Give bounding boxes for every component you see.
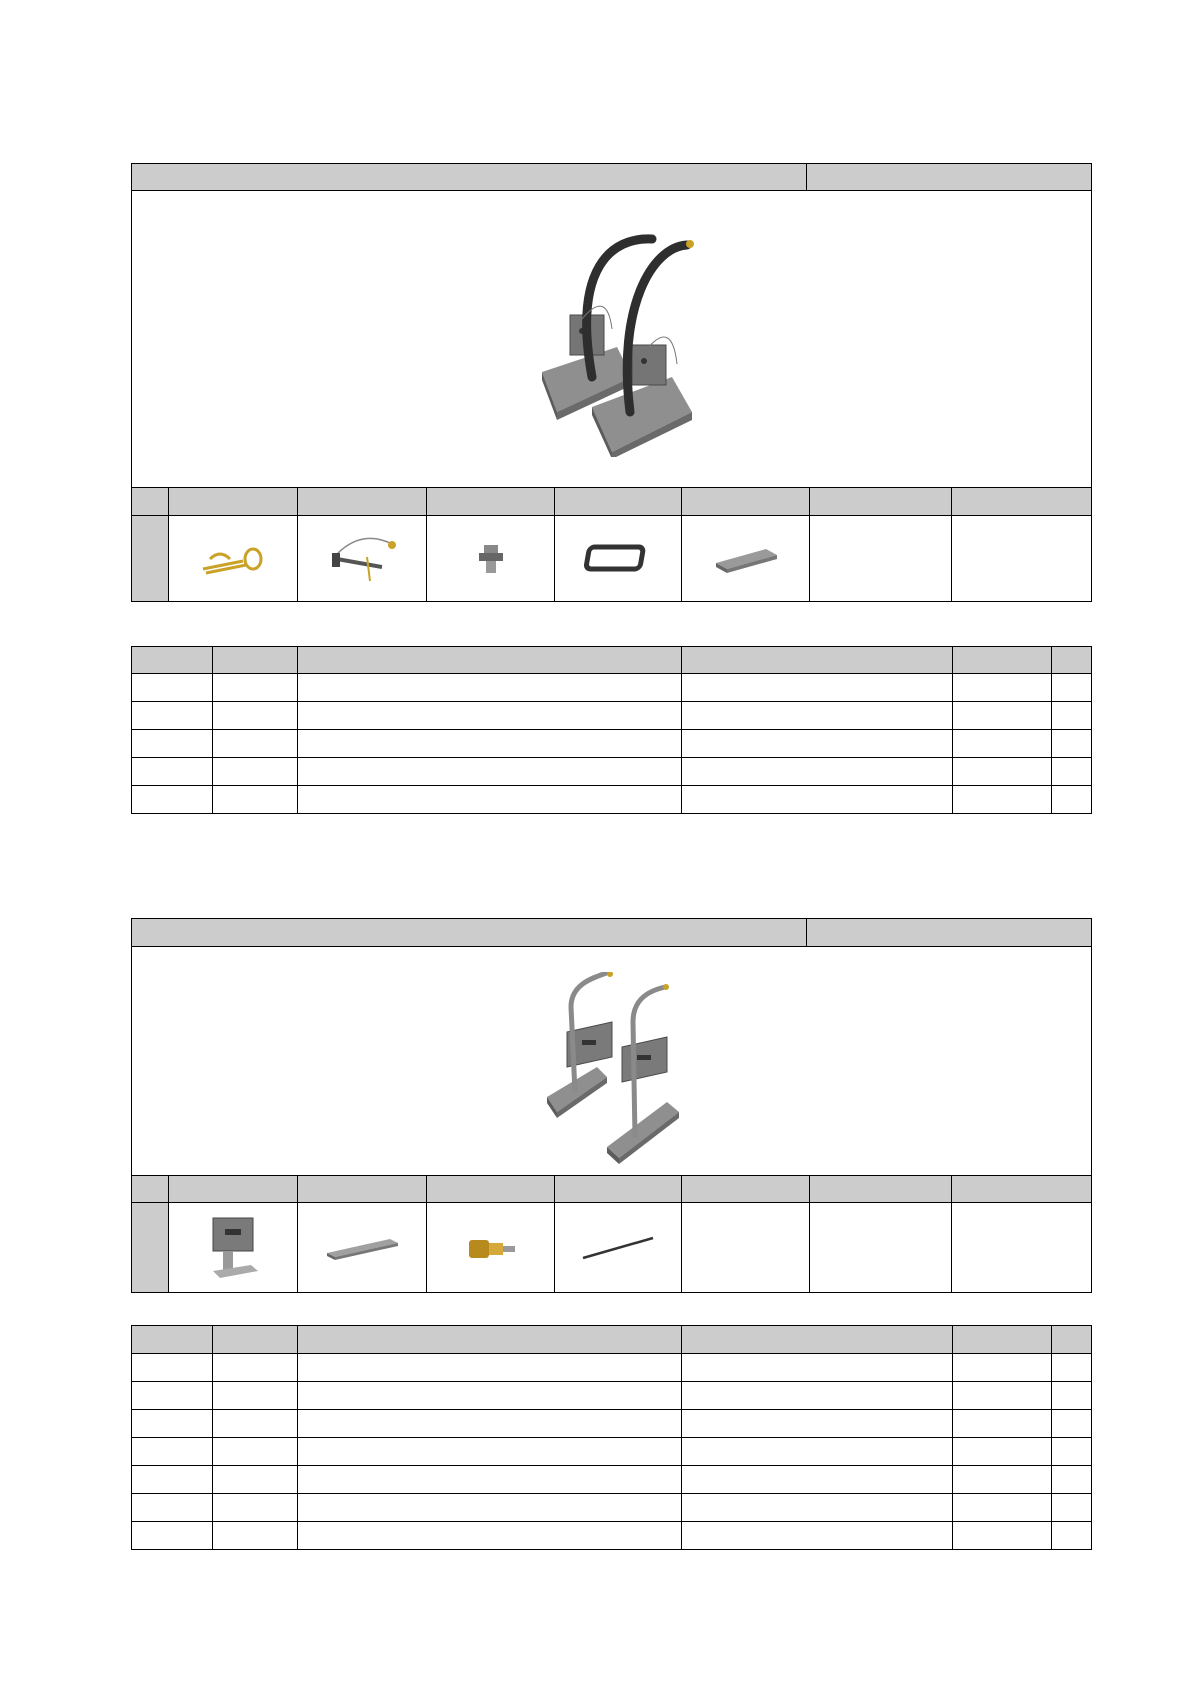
table-cell xyxy=(212,1353,298,1382)
pin-with-lanyard-icon xyxy=(322,529,402,589)
table-cell xyxy=(212,1521,298,1550)
table-header-cell xyxy=(952,1325,1052,1354)
part-cell xyxy=(681,1202,810,1293)
table-cell xyxy=(131,701,213,730)
section-1-title-bar xyxy=(131,163,807,191)
table-cell xyxy=(681,1437,953,1466)
part-cell xyxy=(554,1202,682,1293)
table-cell xyxy=(1051,701,1092,730)
part-cell xyxy=(951,1202,1092,1293)
table-cell xyxy=(681,1381,953,1410)
parts-header-cell xyxy=(554,487,682,516)
table-cell xyxy=(1051,729,1092,758)
part-cell xyxy=(554,515,682,602)
parts-row-label xyxy=(131,1202,169,1293)
parts-header-cell xyxy=(554,1175,682,1203)
parts-header-cell xyxy=(426,487,555,516)
parts-header-cell xyxy=(131,487,169,516)
part-cell xyxy=(681,515,810,602)
table-cell xyxy=(212,729,298,758)
table-cell xyxy=(952,1437,1052,1466)
section-2-picture-frame xyxy=(131,946,1092,1176)
table-header-cell xyxy=(131,646,213,674)
thin-rod-icon xyxy=(578,1233,658,1263)
table-cell xyxy=(297,1409,682,1438)
part-cell xyxy=(809,1202,952,1293)
table-cell xyxy=(681,673,953,702)
table-cell xyxy=(131,1465,213,1494)
parts-header-cell xyxy=(131,1175,169,1203)
table-cell xyxy=(131,1381,213,1410)
parts-header-cell xyxy=(951,487,1092,516)
table-cell xyxy=(681,1353,953,1382)
table-cell xyxy=(131,673,213,702)
table-header-cell xyxy=(952,646,1052,674)
parts-header-cell xyxy=(681,1175,810,1203)
table-cell xyxy=(297,1437,682,1466)
part-cell xyxy=(168,1202,298,1293)
table-cell xyxy=(297,1353,682,1382)
table-cell xyxy=(212,1409,298,1438)
part-cell xyxy=(297,1202,427,1293)
table-cell xyxy=(681,1409,953,1438)
table-header-cell xyxy=(681,646,953,674)
table-header-cell xyxy=(212,1325,298,1354)
section-1-title xyxy=(132,163,140,181)
part-cell xyxy=(951,515,1092,602)
parts-row-label xyxy=(131,515,169,602)
table-cell xyxy=(297,1465,682,1494)
table-cell xyxy=(1051,785,1092,814)
section-2-title-bar xyxy=(131,918,807,947)
table-cell xyxy=(1051,1381,1092,1410)
table-cell xyxy=(1051,1465,1092,1494)
table-cell xyxy=(1051,1521,1092,1550)
parts-header-cell xyxy=(297,1175,427,1203)
table-cell xyxy=(212,1493,298,1522)
rubber-seal-icon xyxy=(583,539,653,579)
table-cell xyxy=(681,785,953,814)
table-header-cell xyxy=(1051,646,1092,674)
table-cell xyxy=(681,701,953,730)
section-2-title xyxy=(132,918,140,936)
table-cell xyxy=(681,729,953,758)
table-cell xyxy=(131,1353,213,1382)
table-cell xyxy=(297,785,682,814)
table-cell xyxy=(681,757,953,786)
table-cell xyxy=(212,1465,298,1494)
table-cell xyxy=(212,1381,298,1410)
parts-header-cell xyxy=(168,487,298,516)
table-cell xyxy=(131,757,213,786)
table-cell xyxy=(297,673,682,702)
assembly-tube-frames-image xyxy=(527,972,707,1172)
section-1-code xyxy=(807,163,815,181)
table-cell xyxy=(952,729,1052,758)
pad-plate-icon xyxy=(711,541,781,577)
parts-header-cell xyxy=(809,1175,952,1203)
part-cell xyxy=(426,1202,555,1293)
parts-header-cell xyxy=(426,1175,555,1203)
table-cell xyxy=(952,757,1052,786)
table-cell xyxy=(952,785,1052,814)
table-cell xyxy=(952,701,1052,730)
part-cell xyxy=(297,515,427,602)
table-cell xyxy=(212,701,298,730)
table-cell xyxy=(297,729,682,758)
table-header-cell xyxy=(681,1325,953,1354)
table-header-cell xyxy=(297,646,682,674)
table-cell xyxy=(212,785,298,814)
parts-header-cell xyxy=(168,1175,298,1203)
table-header-cell xyxy=(297,1325,682,1354)
brass-fitting-icon xyxy=(461,1228,521,1268)
table-cell xyxy=(1051,1409,1092,1438)
table-cell xyxy=(131,785,213,814)
section-1-code-cell xyxy=(806,163,1092,191)
table-header-cell xyxy=(212,646,298,674)
table-cell xyxy=(952,673,1052,702)
connector-nipple-icon xyxy=(471,539,511,579)
part-cell xyxy=(809,515,952,602)
table-header-cell xyxy=(1051,1325,1092,1354)
assembly-arched-hoses-image xyxy=(522,227,722,457)
r-clip-icon xyxy=(198,539,268,579)
table-cell xyxy=(952,1409,1052,1438)
table-cell xyxy=(952,1465,1052,1494)
parts-header-cell xyxy=(681,487,810,516)
part-cell xyxy=(426,515,555,602)
table-cell xyxy=(212,757,298,786)
parts-header-cell xyxy=(297,487,427,516)
table-cell xyxy=(297,1521,682,1550)
section-2-code-cell xyxy=(806,918,1092,947)
table-cell xyxy=(131,1409,213,1438)
table-cell xyxy=(681,1465,953,1494)
table-cell xyxy=(1051,1437,1092,1466)
part-cell xyxy=(168,515,298,602)
long-plate-icon xyxy=(322,1233,402,1263)
table-cell xyxy=(297,1493,682,1522)
parts-header-cell xyxy=(809,487,952,516)
table-cell xyxy=(952,1493,1052,1522)
table-cell xyxy=(1051,1493,1092,1522)
section-2-code xyxy=(807,918,815,936)
bracket-icon xyxy=(203,1213,263,1283)
table-cell xyxy=(1051,1353,1092,1382)
table-cell xyxy=(131,1493,213,1522)
table-cell xyxy=(681,1521,953,1550)
table-cell xyxy=(131,1521,213,1550)
table-cell xyxy=(297,1381,682,1410)
table-cell xyxy=(212,1437,298,1466)
table-cell xyxy=(1051,673,1092,702)
table-cell xyxy=(297,701,682,730)
table-cell xyxy=(131,729,213,758)
table-header-cell xyxy=(131,1325,213,1354)
table-cell xyxy=(952,1353,1052,1382)
table-cell xyxy=(952,1381,1052,1410)
table-cell xyxy=(952,1521,1052,1550)
section-1-picture-frame xyxy=(131,190,1092,488)
table-cell xyxy=(297,757,682,786)
parts-header-cell xyxy=(951,1175,1092,1203)
table-cell xyxy=(681,1493,953,1522)
table-cell xyxy=(1051,757,1092,786)
table-cell xyxy=(212,673,298,702)
table-cell xyxy=(131,1437,213,1466)
